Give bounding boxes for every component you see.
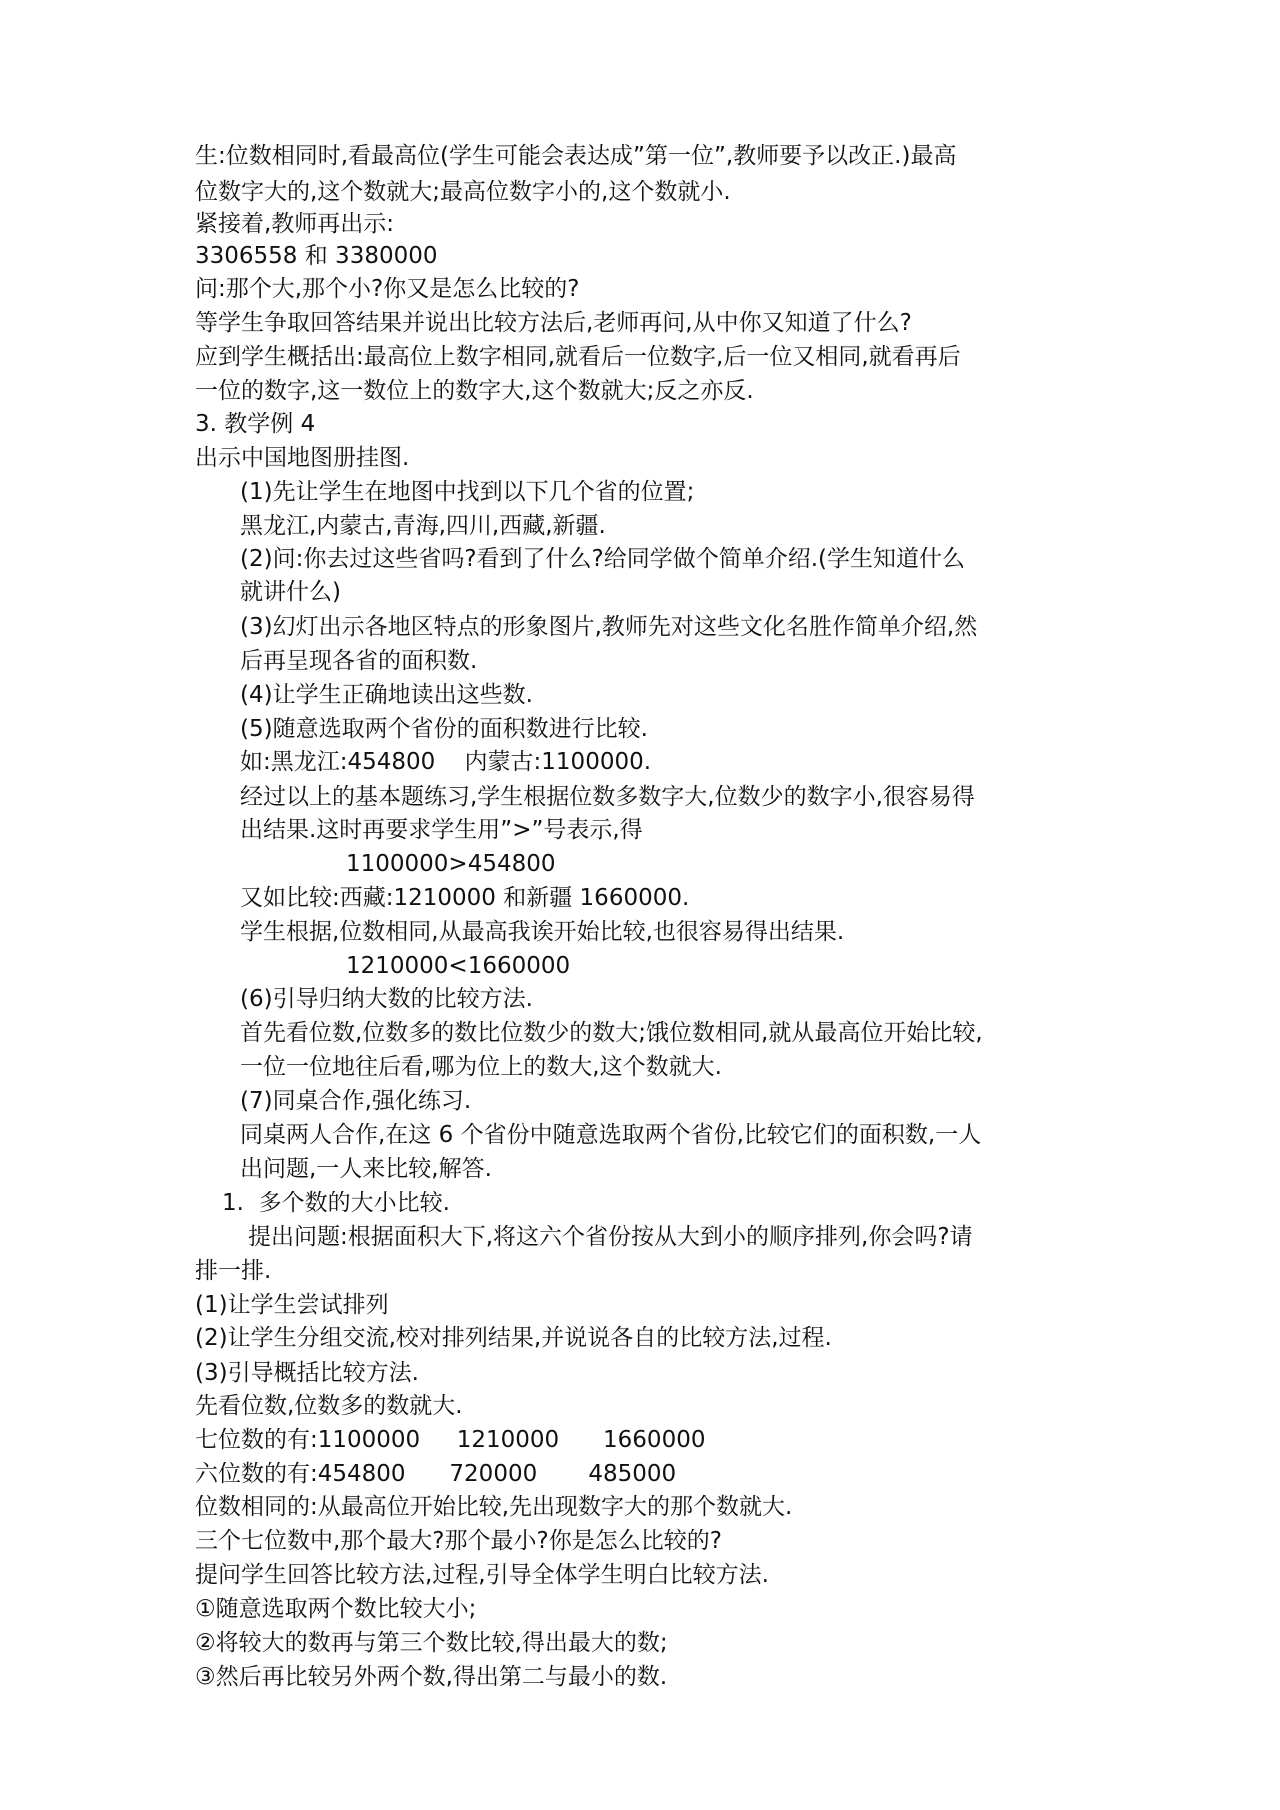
- text-line: 后再呈现各省的面积数.: [240, 648, 478, 674]
- text-line: 一位一位地往后看,哪为位上的数大,这个数就大.: [240, 1054, 722, 1080]
- list-item: (7)同桌合作,强化练习.: [240, 1088, 472, 1114]
- list-item: (2)问:你去过这些省吗?看到了什么?给同学做个简单介绍.(学生知道什么: [240, 546, 966, 572]
- text-line: 如:黑龙江:454800 内蒙古:1100000.: [240, 749, 652, 775]
- text-line: 应到学生概括出:最高位上数字相同,就看后一位数字,后一位又相同,就看再后: [195, 344, 961, 370]
- math-expression: 1100000>454800: [346, 851, 556, 877]
- text-line: 同桌两人合作,在这 6 个省份中随意选取两个省份,比较它们的面积数,一人: [240, 1122, 982, 1148]
- text-line: 学生根据,位数相同,从最高我诶开始比较,也很容易得出结果.: [240, 919, 845, 945]
- list-item: ①随意选取两个数比较大小;: [195, 1596, 477, 1622]
- text-line: 3306558 和 3380000: [195, 243, 438, 269]
- list-item: (5)随意选取两个省份的面积数进行比较.: [240, 716, 648, 742]
- list-item: (4)让学生正确地读出这些数.: [240, 682, 533, 708]
- list-item: (3)引导概括比较方法.: [195, 1360, 419, 1386]
- text-line: 提问学生回答比较方法,过程,引导全体学生明白比较方法.: [195, 1562, 769, 1588]
- text-line: 先看位数,位数多的数就大.: [195, 1393, 463, 1419]
- list-item: (1)先让学生在地图中找到以下几个省的位置;: [240, 479, 695, 505]
- text-line: 首先看位数,位数多的数比位数少的数大;饿位数相同,就从最高位开始比较,: [240, 1020, 983, 1046]
- text-line: 等学生争取回答结果并说出比较方法后,老师再问,从中你又知道了什么?: [195, 310, 912, 336]
- list-item: ②将较大的数再与第三个数比较,得出最大的数;: [195, 1630, 668, 1656]
- text-line: 位数字大的,这个数就大;最高位数字小的,这个数就小.: [195, 179, 731, 205]
- text-line: 出示中国地图册挂图.: [195, 445, 410, 471]
- text-line: 紧接着,教师再出示:: [195, 211, 395, 237]
- text-line: 一位的数字,这一数位上的数字大,这个数就大;反之亦反.: [195, 378, 754, 404]
- section-heading: 3. 教学例 4: [195, 411, 316, 437]
- text-line: 七位数的有:1100000 1210000 1660000: [195, 1427, 706, 1453]
- text-line: 问:那个大,那个小?你又是怎么比较的?: [195, 276, 580, 302]
- text-line: 提出问题:根据面积大下,将这六个省份按从大到小的顺序排列,你会吗?请: [248, 1224, 973, 1250]
- list-item: (3)幻灯出示各地区特点的形象图片,教师先对这些文化名胜作简单介绍,然: [240, 614, 978, 640]
- math-expression: 1210000<1660000: [346, 953, 571, 979]
- text-line: 出结果.这时再要求学生用”>”号表示,得: [240, 817, 643, 843]
- list-item: ③然后再比较另外两个数,得出第二与最小的数.: [195, 1664, 668, 1690]
- text-line: 生:位数相同时,看最高位(学生可能会表达成”第一位”,教师要予以改正.)最高: [195, 143, 957, 169]
- text-line: 黑龙江,内蒙古,青海,四川,西藏,新疆.: [240, 513, 606, 539]
- text-line: 三个七位数中,那个最大?那个最小?你是怎么比较的?: [195, 1528, 722, 1554]
- list-item: (6)引导归纳大数的比较方法.: [240, 986, 533, 1012]
- text-line: 经过以上的基本题练习,学生根据位数多数字大,位数少的数字小,很容易得: [240, 784, 975, 810]
- text-line: 就讲什么): [240, 579, 341, 605]
- text-line: 出问题,一人来比较,解答.: [240, 1156, 492, 1182]
- list-item: (1)让学生尝试排列: [195, 1292, 389, 1318]
- section-heading: 1. 多个数的大小比较.: [222, 1190, 450, 1216]
- text-line: 又如比较:西藏:1210000 和新疆 1660000.: [240, 885, 690, 911]
- text-line: 位数相同的:从最高位开始比较,先出现数字大的那个数就大.: [195, 1494, 793, 1520]
- list-item: (2)让学生分组交流,校对排列结果,并说说各自的比较方法,过程.: [195, 1325, 832, 1351]
- text-line: 排一排.: [195, 1258, 272, 1284]
- text-line: 六位数的有:454800 720000 485000: [195, 1461, 677, 1487]
